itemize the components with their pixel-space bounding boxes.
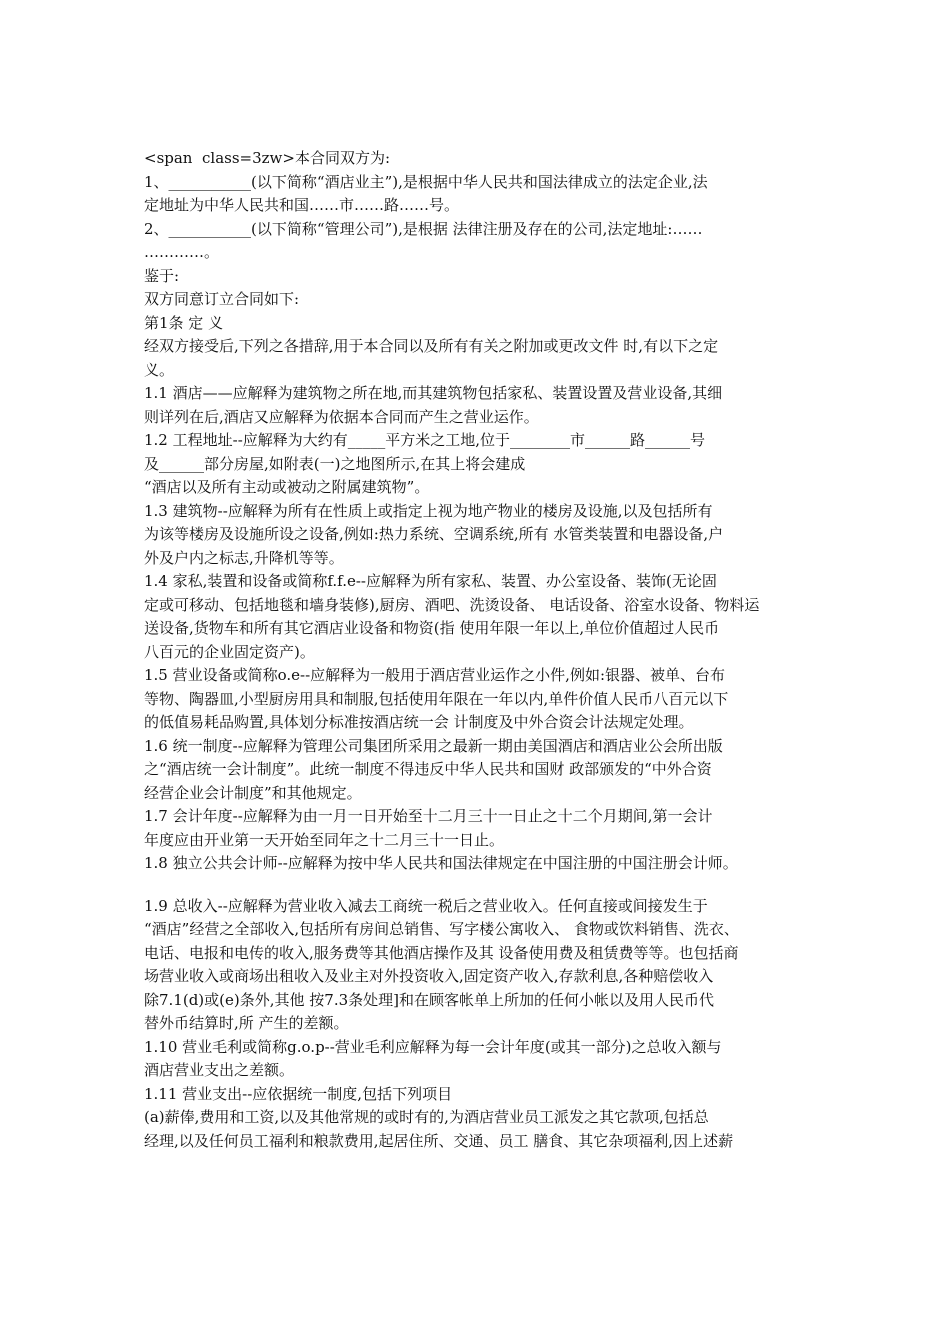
text-line: 1.1 酒店——应解释为建筑物之所在地,而其建筑物包括家私、装置设置及营业设备,其细 [144, 384, 723, 402]
text-line: 电话、电报和电传的收入,服务费等其他酒店操作及其 设备使用费及租赁费等等。也包括商 [144, 943, 739, 962]
text-line: 1.9 总收入--应解释为营业收入减去工商统一税后之营业收入。任何直接或间接发生于 [144, 896, 708, 915]
text-line: 经理,以及任何员工福利和粮款费用,起居住所、交通、员工 膳食、其它杂项福利,因上述薪 [144, 1131, 734, 1150]
text-line: “酒店”经营之全部收入,包括所有房间总销售、写字楼公寓收入、 食物或饮料销售、洗衣、 [144, 920, 739, 938]
text-line: 除7.1(d)或(e)条外,其他 按7.3条处理]和在顾客帐单上所加的任何小帐以及用人民币代 [144, 990, 714, 1009]
text-line: 1.11 营业支出--应依据统一制度,包括下列项目 [144, 1084, 453, 1103]
text-line: 八百元的企业固定资产)。 [144, 642, 315, 661]
text-line: 场营业收入或商场出租收入及业主对外投资收入,固定资产收入,存款利息,各种赔偿收入 [144, 967, 714, 985]
text-line: 酒店营业支出之差额。 [144, 1061, 295, 1079]
text-line: 义。 [144, 360, 175, 379]
text-line: “酒店以及所有主动或被动之附属建筑物”。 [144, 478, 430, 496]
document-body [144, 147, 806, 1153]
text-line: …………。 [144, 243, 220, 261]
text-line: 1.8 独立公共会计师--应解释为按中华人民共和国法律规定在中国注册的中国注册会计师。 [144, 854, 738, 872]
text-line: 1.2 工程地址--应解释为大约有_____平方米之工地,位于________市______路______号 [144, 431, 706, 449]
text-line: 等物、陶器皿,小型厨房用具和制服,包括使用年限在一年以内,单件价值人民币八百元以下 [144, 689, 729, 708]
text-line: 替外币结算时,所 产生的差额。 [144, 1014, 349, 1032]
text-line: 1.5 营业设备或简称o.e--应解释为一般用于酒店营业运作之小件,例如:银器、被单、台布 [144, 666, 725, 684]
text-line: 1.4 家私,装置和设备或简称f.f.e--应解释为所有家私、装置、办公室设备、装饰(无论固 [144, 572, 717, 590]
text-line: 鉴于: [144, 266, 180, 285]
text-line: 之“酒店统一会计制度”。此统一制度不得违反中华人民共和国财 政部颁发的“中外合资 [144, 760, 712, 778]
text-line: 送设备,货物车和所有其它酒店业设备和物资(指 使用年限一年以上,单位价值超过人民币 [144, 619, 720, 637]
text-line: 1、___________(以下简称“酒店业主”),是根据中华人民共和国法律成立的法定企业,法 [144, 172, 708, 191]
text-line: 双方同意订立合同如下: [144, 290, 300, 308]
text-line: 1.6 统一制度--应解释为管理公司集团所采用之最新一期由美国酒店和酒店业公会所出版 [144, 736, 723, 755]
text-line: 1.7 会计年度--应解释为由一月一日开始至十二月三十一日止之十二个月期间,第一会计 [144, 807, 713, 825]
paragraph-gap [144, 876, 806, 895]
text-line: 1.3 建筑物--应解释为所有在性质上或指定上视为地产物业的楼房及设施,以及包括所有 [144, 501, 713, 520]
text-line: 经双方接受后,下列之各措辞,用于本合同以及所有有关之附加或更改文件 时,有以下之定 [144, 337, 719, 355]
text-line: (a)薪俸,费用和工资,以及其他常规的或时有的,为酒店营业员工派发之其它款项,包括总 [144, 1108, 709, 1126]
text-line: <span class=3zw>本合同双方为: [144, 149, 391, 167]
text-line: 年度应由开业第一天开始至同年之十二月三十一日止。 [144, 830, 505, 849]
text-line: 则详列在后,酒店又应解释为依据本合同而产生之营业运作。 [144, 407, 539, 426]
text-line: 及______部分房屋,如附表(一)之地图所示,在其上将会建成 [144, 454, 526, 473]
text-line: 经营企业会计制度”和其他规定。 [144, 783, 362, 802]
text-line: 为该等楼房及设施所设之设备,例如:热力系统、空调系统,所有 水管类装置和电器设备,户 [144, 525, 724, 543]
text-line: 定或可移动、包括地毯和墙身装修),厨房、酒吧、洗烫设备、 电话设备、浴室水设备、物料运 [144, 595, 760, 614]
text-line: 外及户内之标志,升降机等等。 [144, 548, 344, 567]
text-line: 1.10 营业毛利或简称g.o.p--营业毛利应解释为每一会计年度(或其一部分)之总收入额与 [144, 1037, 722, 1056]
text-line: 的低值易耗品购置,具体划分标准按酒店统一会 计制度及中外合资会计法规定处理。 [144, 713, 694, 731]
text-line: 定地址为中华人民共和国……市……路……号。 [144, 196, 460, 214]
text-line: 2、___________(以下简称“管理公司”),是根据 法律注册及存在的公司,法定地址:…… [144, 219, 703, 238]
text-line: 第1条 定 义 [144, 313, 224, 332]
